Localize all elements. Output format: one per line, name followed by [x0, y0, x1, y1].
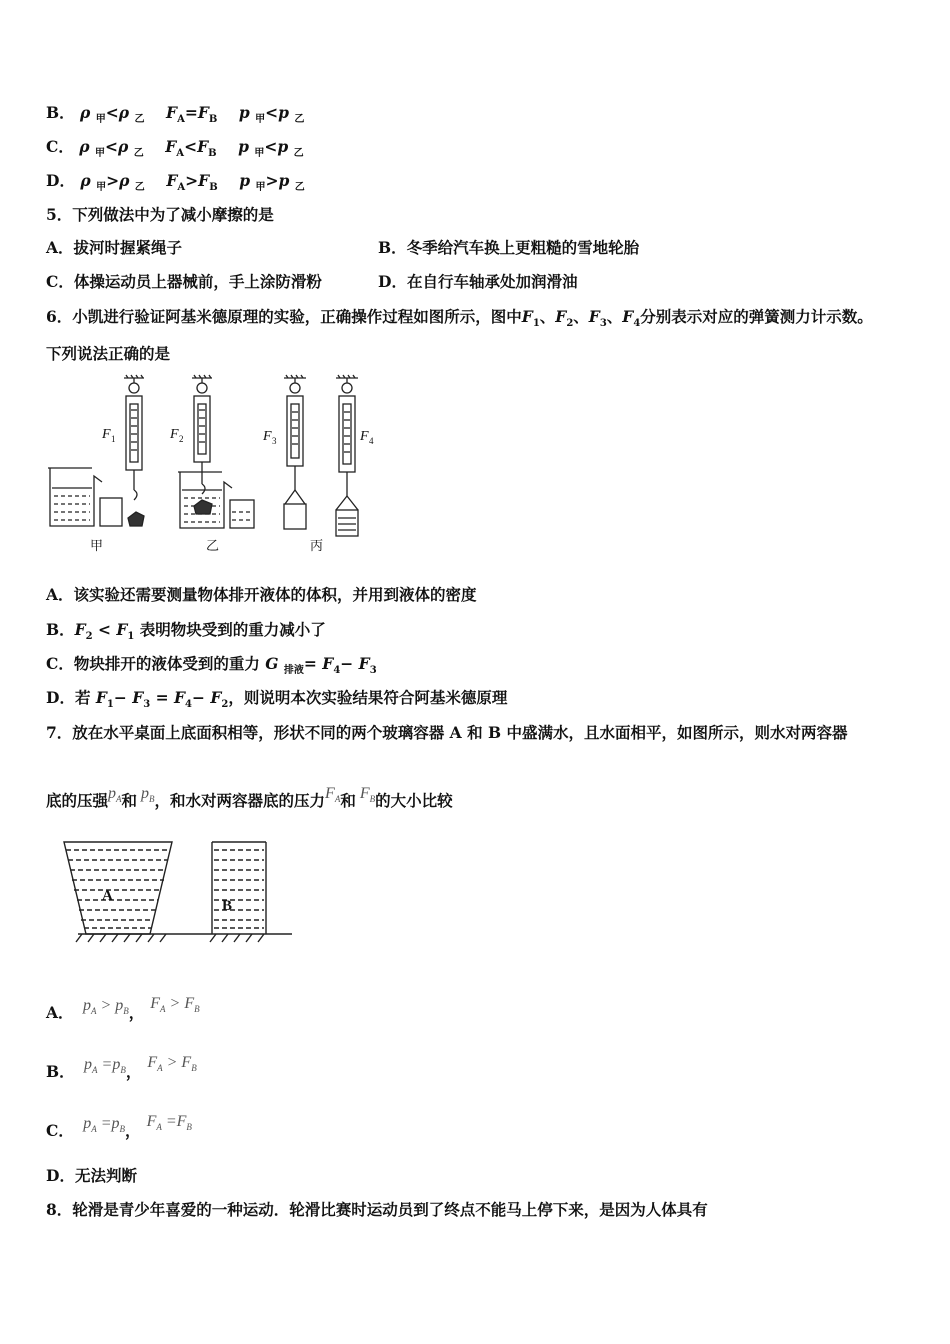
q5-option-d: D．在自行车轴承处加润滑油 — [378, 272, 578, 291]
q5-option-b: B．冬季给汽车换上更粗糙的雪地轮胎 — [378, 238, 640, 257]
label-f4: F — [360, 429, 369, 444]
q7-stem-line2: 底的压强$p_A$和 $p_B$，和水对两容器底的压力$F_A$和 $F_B$的大小比较 — [46, 785, 453, 810]
q5-option-a: A．拔河时握紧绳子 — [46, 238, 183, 257]
svg-text:3: 3 — [272, 436, 277, 446]
q5-option-c: C．体操运动员上器械前，手上涂防滑粉 — [46, 272, 322, 291]
svg-text:4: 4 — [369, 436, 374, 446]
label-jia: 甲 — [90, 539, 104, 554]
q4-option-b: B． ρ $_甲$<ρ $_乙$ $F_A=F_B$ p $_甲$<p $_乙$ — [46, 103, 305, 126]
q7-stem-line1: 7．放在水平桌面上底面积相等，形状不同的两个玻璃容器 A 和 B 中盛满水，且水面相平，如图所示，则水对两容器 — [46, 723, 848, 742]
q7-option-d: D．无法判断 — [46, 1166, 137, 1185]
q4-option-d: D． ρ $_甲$>ρ $_乙$ $F_A>F_B$ p $_甲$>p $_乙$ — [46, 171, 305, 194]
label-f2: F — [170, 427, 179, 442]
q6-option-d: D．若 $F_1- F_3 = F_4- F_2$，则说明本次实验结果符合阿基米德原理 — [46, 688, 508, 711]
overflow-beaker-1 — [48, 468, 144, 526]
q7-option-c: C． $p_A =p_B$， $F_A =F_B$ — [46, 1113, 192, 1140]
q7-option-a: A． $p_A > p_B$， $F_A > F_B$ — [46, 995, 200, 1022]
label-yi: 乙 — [206, 539, 220, 554]
q6-stem-line1: 6．小凯进行验证阿基米德原理的实验，正确操作过程如图所示，图中$F_1$、$F_2$、$F_3$、$F_4$分别表示对应的弹簧测力计示数。 — [46, 307, 873, 330]
q6-option-b: B．$F_2 < F_1$ 表明物块受到的重力减小了 — [46, 620, 326, 643]
q5-stem: 5．下列做法中为了减小摩擦的是 — [46, 205, 274, 224]
q8-stem: 8．轮滑是青少年喜爱的一种运动．轮滑比赛时运动员到了终点不能马上停下来，是因为人体具有 — [46, 1200, 708, 1219]
q6-stem-line2: 下列说法正确的是 — [46, 344, 171, 363]
label-f3: F — [263, 429, 272, 444]
q7-containers-figure — [60, 836, 296, 948]
label-f1: F — [102, 427, 111, 442]
label-bing: 丙 — [310, 539, 324, 554]
q6-option-c: C．物块排开的液体受到的重力 G $_{排液}= F_4- F_3$ — [46, 654, 377, 677]
spring-scale-1 — [124, 375, 144, 500]
q4-option-c: C． ρ $_甲$<ρ $_乙$ $F_A<F_B$ p $_甲$<p $_乙$ — [46, 137, 304, 160]
svg-text:2: 2 — [179, 434, 184, 444]
overflow-beaker-2 — [178, 472, 254, 528]
spring-scale-4 — [336, 375, 358, 536]
label-container-b: B — [222, 898, 233, 914]
spring-scale-2 — [192, 375, 212, 494]
q6-experiment-figure — [44, 372, 374, 558]
q6-option-a: A．该实验还需要测量物体排开液体的体积，并用到液体的密度 — [46, 585, 477, 604]
q7-option-b: B． $p_A =p_B$， $F_A > F_B$ — [46, 1054, 197, 1081]
spring-scale-3 — [284, 375, 306, 529]
svg-text:1: 1 — [111, 434, 116, 444]
label-container-a: A — [102, 888, 113, 904]
